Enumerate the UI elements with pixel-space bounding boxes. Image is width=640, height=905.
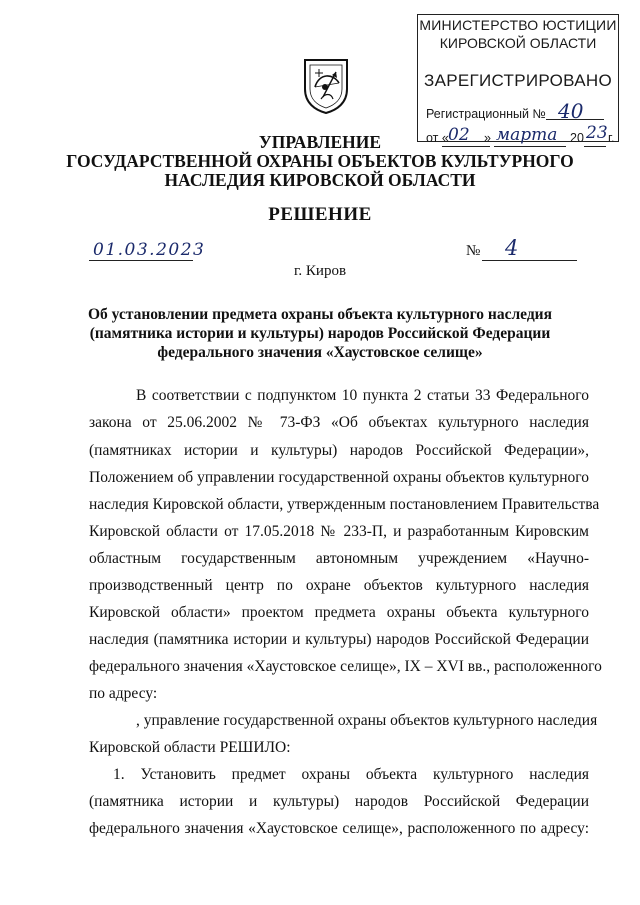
subject-line-1: Об установлении предмета охраны объекта культурного наследия — [87, 306, 552, 323]
stamp-reg-label: Регистрационный № — [426, 107, 546, 121]
stamp-ministry: МИНИСТЕРСТВО ЮСТИЦИИ — [419, 17, 617, 33]
stamp-year-suffix: 23 — [586, 123, 608, 143]
decision-number: 4 — [505, 236, 519, 260]
body-line: областным государственным автономным учреждением «Научно- — [89, 550, 589, 567]
stamp-close-quote: » — [484, 131, 491, 145]
body-line: наследия Кировской области, утвержденным постановлением Правительства — [89, 496, 600, 513]
coat-of-arms-icon — [301, 57, 351, 115]
number-label: № — [466, 243, 481, 259]
header-line-2: ГОСУДАРСТВЕННОЙ ОХРАНЫ ОБЪЕКТОВ КУЛЬТУРНОГО — [66, 151, 574, 171]
stamp-reg-number: 40 — [558, 99, 584, 123]
stamp-registered: ЗАРЕГИСТРИРОВАНО — [424, 71, 612, 90]
date-underline — [89, 260, 193, 261]
document-title: РЕШЕНИЕ — [268, 204, 372, 225]
stamp-year-underline — [584, 146, 606, 147]
registration-stamp — [417, 14, 619, 145]
body-line: закона от 25.06.2002 № 73-ФЗ «Об объектах культурного наследия — [89, 414, 589, 431]
body-line: (памятниках истории и культуры) народов Российской Федерации», — [89, 442, 589, 459]
header-line-3: НАСЛЕДИЯ КИРОВСКОЙ ОБЛАСТИ — [164, 170, 476, 190]
stamp-year-abbr: г. — [608, 131, 615, 145]
city: г. Киров — [293, 263, 347, 279]
body-line: , управление государственной охраны объектов культурного наследия — [136, 712, 598, 729]
body-line: В соответствии с подпунктом 10 пункта 2 статьи 33 Федерального — [136, 387, 589, 404]
stamp-year-prefix: 20 — [570, 131, 584, 145]
body-line: Положением об управлении государственной охраны объектов культурного — [89, 469, 589, 486]
body-line: Кировской области РЕШИЛО: — [89, 739, 291, 756]
decision-date: 01.03.2023 — [93, 240, 206, 260]
body-line: федерального значения «Хаустовское селище», расположенного по адресу: — [89, 820, 589, 837]
body-line: федерального значения «Хаустовское селище», IX – XVI вв., расположенного — [89, 658, 602, 675]
body-line: по адресу: — [89, 685, 158, 702]
header-line-1: УПРАВЛЕНИЕ — [258, 132, 382, 152]
number-underline — [482, 260, 577, 261]
body-line: 1. Установить предмет охраны объекта культурного наследия — [113, 766, 589, 783]
body-line: (памятника истории и культуры) народов Российской Федерации — [89, 793, 589, 810]
body-line: Кировской области» проектом предмета охраны объекта культурного — [89, 604, 589, 621]
body-line: производственный центр по охране объектов культурного наследия — [89, 577, 589, 594]
stamp-month: марта — [496, 125, 558, 145]
stamp-region: КИРОВСКОЙ ОБЛАСТИ — [439, 35, 597, 51]
subject-line-3: федерального значения «Хаустовское селище» — [157, 344, 483, 361]
subject-line-2: (памятника истории и культуры) народов Российской Федерации — [89, 325, 551, 342]
stamp-day: 02 — [448, 125, 470, 145]
body-line: наследия (памятника истории и культуры) народов Российской Федерации — [89, 631, 589, 648]
stamp-from-label: от « — [426, 131, 449, 145]
body-line: Кировской области от 17.05.2018 № 233-П, и разработанным Кировским — [89, 523, 589, 540]
